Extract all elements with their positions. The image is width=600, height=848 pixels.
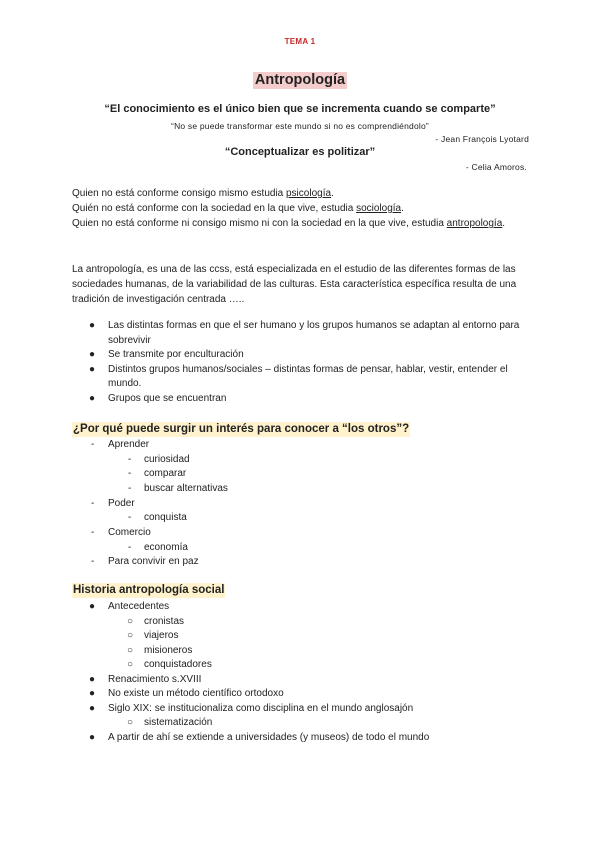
list-item-comparar: comparar xyxy=(144,468,187,479)
intro-line-3: Quien no está conforme ni consigo mismo ni con la sociedad en la que vive, estudia antropología. xyxy=(72,218,506,229)
circle-marker: ○ xyxy=(127,630,134,641)
page-title: Antropología xyxy=(254,72,346,88)
list-item-sistematizacion: sistematización xyxy=(144,717,213,728)
title-wrap xyxy=(0,71,600,89)
circle-marker: ○ xyxy=(127,717,134,728)
sociologia-link[interactable]: sociología xyxy=(356,203,402,214)
circle-marker: ○ xyxy=(127,616,134,627)
bullet-marker: ● xyxy=(89,703,96,714)
list-item-misioneros: misioneros xyxy=(144,645,193,656)
list-item: ● Se transmite por enculturación xyxy=(89,349,244,360)
dash-marker: - xyxy=(91,439,95,450)
list-item: ● Grupos que se encuentran xyxy=(89,392,227,404)
list-item-buscar: buscar alternativas xyxy=(144,483,228,494)
circle-marker: ○ xyxy=(127,645,134,656)
list-item-viajeros: viajeros xyxy=(144,630,179,641)
list-item-cronistas: cronistas xyxy=(144,616,185,627)
intro-line-2: Quién no está conforme con la sociedad en la que vive, estudia sociología. xyxy=(72,203,404,214)
list-item-conquistadores: conquistadores xyxy=(144,659,212,670)
list-item-economia: economía xyxy=(144,542,188,553)
list-item-metodo: No existe un método científico ortodoxo xyxy=(108,688,284,699)
section-heading-history: Historia antropología social xyxy=(73,584,225,596)
topic-label: TEMA 1 xyxy=(284,37,316,46)
intro-paragraph xyxy=(72,186,532,231)
bullet-marker: ● xyxy=(89,601,96,612)
dash-marker: - xyxy=(128,512,132,523)
list-item-a-partir: A partir de ahí se extiende a universidades (y museos) de todo el mundo xyxy=(108,732,430,743)
list-item-poder: Poder xyxy=(108,498,135,509)
quote-3: “Conceptualizar es politizar” xyxy=(224,146,376,158)
dash-marker: - xyxy=(91,556,95,567)
antropologia-link[interactable]: antropología xyxy=(446,218,503,229)
dash-marker: - xyxy=(91,498,95,509)
circle-marker: ○ xyxy=(127,659,134,670)
dash-marker: - xyxy=(128,542,132,553)
list-item-siglo-xix: Siglo XIX: se institucionaliza como disciplina en el mundo anglosajón xyxy=(108,703,414,714)
section-heading-interest: ¿Por qué puede surgir un interés para conocer a “los otros”? xyxy=(73,423,410,435)
list-item-antecedentes: Antecedentes xyxy=(108,601,170,612)
list-item-comercio: Comercio xyxy=(108,527,151,538)
quote-2: “No se puede transformar este mundo si no es comprendiéndolo” xyxy=(171,121,429,131)
dash-marker: - xyxy=(128,483,132,494)
quote-3-author: - Celia Amoros. xyxy=(465,162,527,172)
list-item-curiosidad: curiosidad xyxy=(144,454,190,465)
definition-paragraph: La antropología, es una de las ccss, está especializada en el estudio de las diferentes formas de las sociedades humanas, de la variabilidad de las culturas. Esta característica específica resulta de una tradición de investigación centrada ….. xyxy=(72,264,517,305)
list-item-aprender: Aprender xyxy=(108,439,150,450)
dash-marker: - xyxy=(128,454,132,465)
bullet-marker: ● xyxy=(89,732,96,743)
list-item-conquista: conquista xyxy=(144,512,187,523)
bullet-marker: ● xyxy=(89,674,96,685)
dash-marker: - xyxy=(128,468,132,479)
list-item: ● Distintos grupos humanos/sociales – distintas formas de pensar, hablar, vestir, entender el mundo. xyxy=(89,363,508,389)
list-item-convivir: Para convivir en paz xyxy=(108,556,199,567)
bullet-marker: ● xyxy=(89,688,96,699)
list-item-renacimiento: Renacimiento s.XVIII xyxy=(108,674,202,685)
quote-2-author: - Jean François Lyotard xyxy=(435,134,529,144)
intro-line-1: Quien no está conforme consigo mismo estudia psicología. xyxy=(72,188,334,199)
definition-bullets xyxy=(72,319,542,406)
quote-1: “El conocimiento es el único bien que se incrementa cuando se comparte” xyxy=(104,103,496,115)
dash-marker: - xyxy=(91,527,95,538)
psicologia-link[interactable]: psicología xyxy=(286,188,332,199)
list-item: ● Las distintas formas en que el ser humano y los grupos humanos se adaptan al entorno para sobrevivir xyxy=(89,320,520,346)
